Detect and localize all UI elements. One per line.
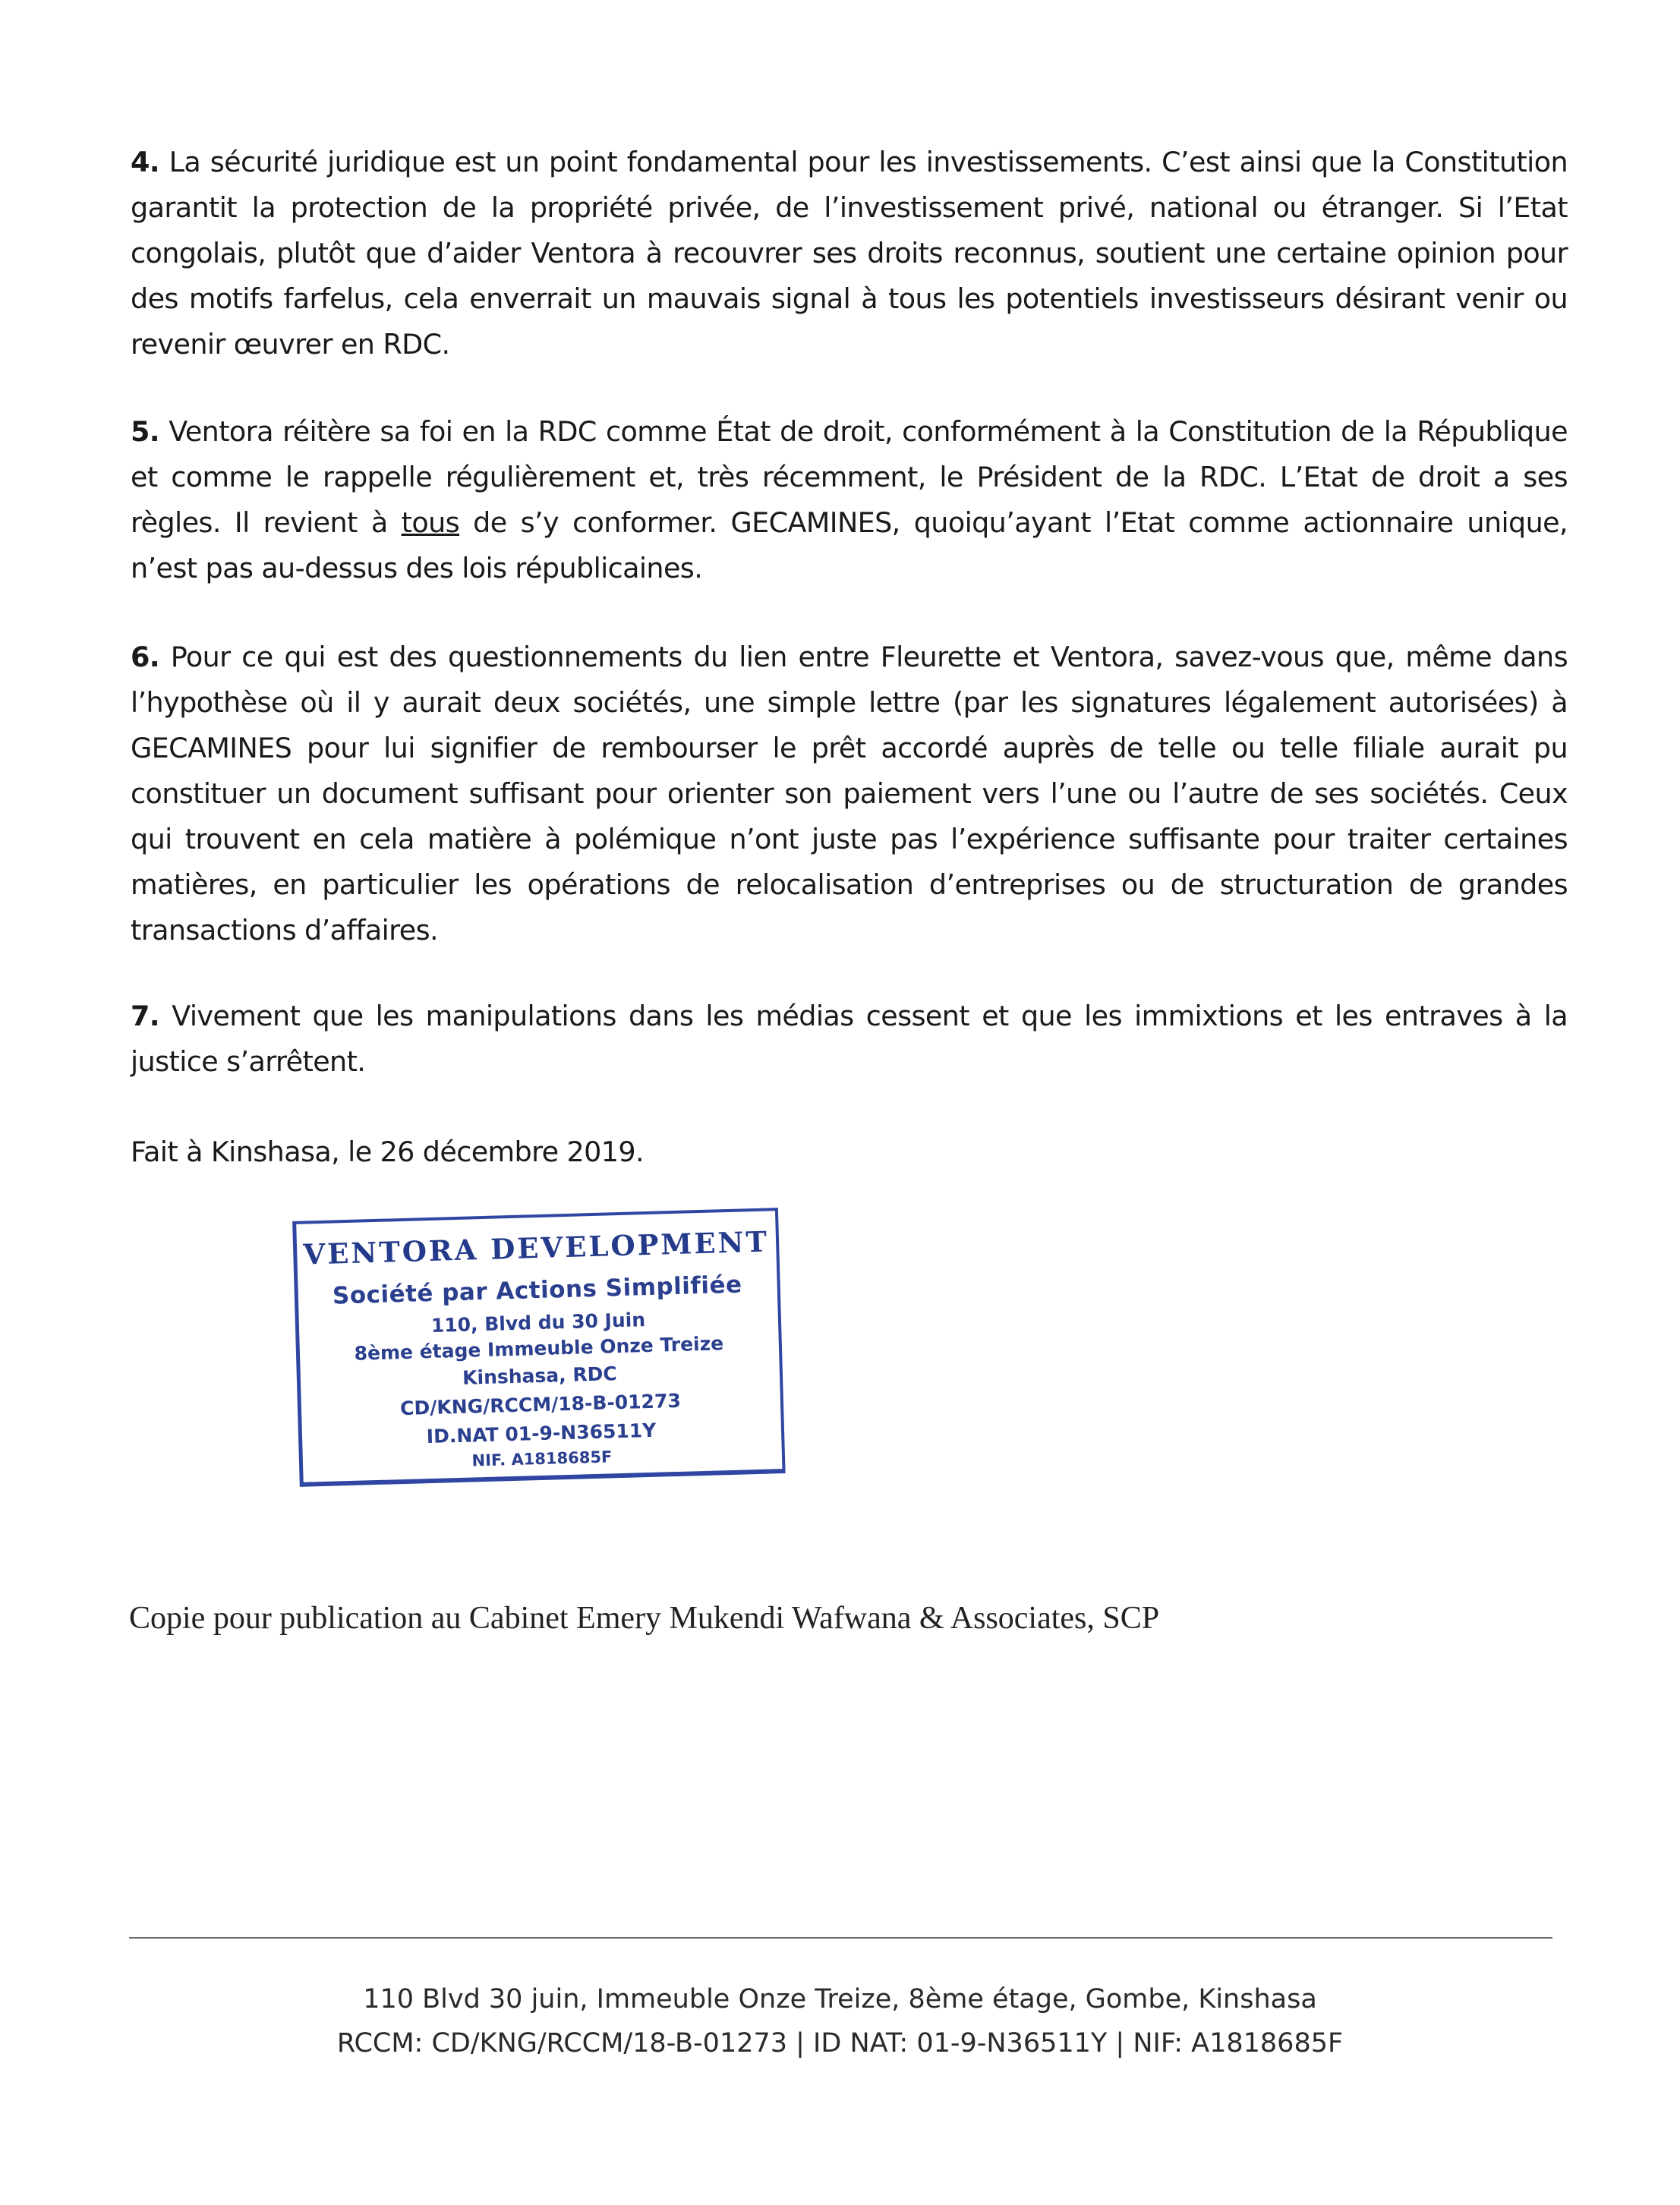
- stamp-company-name: VENTORA DEVELOPMENT: [302, 1224, 770, 1271]
- paragraph-text: de s’y conformer. GECAMINES, quoiqu’ayant l’Etat comme actionnaire unique, n’est pas au-dessus des lois républicaines.: [131, 506, 1568, 584]
- footer-identifiers: RCCM: CD/KNG/RCCM/18-B-01273 | ID NAT: 01-9-N36511Y | NIF: A1818685F: [336, 2028, 1344, 2059]
- publication-copy-note: Copie pour publication au Cabinet Emery Mukendi Wafwana & Associates, SCP: [129, 1601, 1160, 1636]
- stamp-city: Kinshasa, RDC: [462, 1362, 618, 1389]
- stamp-legal-form: Société par Actions Simplifiée: [332, 1271, 743, 1310]
- paragraph-text: Pour ce qui est des questionnements du lien entre Fleurette et Ventora, savez-vous que, même dans l’hypothèse où il y aurait deux sociétés, une simple lettre (par les signatures légalement autorisées) à GECAMINES pour lui signifier de rembourser le prêt accordé auprès de telle ou telle filiale aurait pu constituer un document suffisant pour orienter son paiement vers l’une ou l’autre de ses sociétés. Ceux qui trouvent en cela matière à polémique n’ont juste pas l’expérience suffisante pour traiter certaines matières, en particulier les opérations de relocalisation d’entreprises ou de structuration de grandes transactions d’affaires.: [131, 641, 1568, 947]
- paragraph-text: Ventora réitère sa foi en la RDC comme État de droit, conformément à la Constitution de la République et comme le rappelle régulièrement et, très récemment, le Président de la RDC. L’Etat de droit a ses règles. Il revient à: [131, 415, 1568, 539]
- paragraph-number: 5.: [131, 415, 160, 448]
- stamp-rccm: CD/KNG/RCCM/18-B-01273: [399, 1389, 682, 1420]
- stamp-nif: NIF. A1818685F: [471, 1447, 613, 1470]
- signoff-date: Fait à Kinshasa, le 26 décembre 2019.: [131, 1136, 645, 1168]
- stamp-floor: 8ème étage Immeuble Onze Treize: [354, 1332, 724, 1365]
- paragraph-text: Vivement que les manipulations dans les médias cessent et que les immixtions et les entraves à la justice s’arrêtent.: [131, 1000, 1568, 1078]
- paragraph-6: [131, 635, 1568, 953]
- paragraph-5: [131, 409, 1568, 591]
- underlined-word: tous: [401, 506, 460, 539]
- paragraph-number: 7.: [131, 1000, 160, 1032]
- company-stamp: [292, 1208, 786, 1495]
- footer-address: 110 Blvd 30 juin, Immeuble Onze Treize, 8ème étage, Gombe, Kinshasa: [363, 1984, 1317, 2014]
- paragraph-text: La sécurité juridique est un point fondamental pour les investissements. C’est ainsi que la Constitution garantit la protection de la propriété privée, de l’investissement privé, national ou étranger. Si l’Etat congolais, plutôt que d’aider Ventora à recouvrer ses droits reconnus, soutient une certaine opinion pour des motifs farfelus, cela enverrait un mauvais signal à tous les potentiels investisseurs désirant venir ou revenir œuvrer en RDC.: [131, 146, 1568, 361]
- stamp-address: 110, Blvd du 30 Juin: [430, 1309, 646, 1337]
- paragraph-4: [131, 140, 1568, 367]
- footer-divider: [129, 1937, 1552, 1939]
- paragraph-number: 4.: [131, 146, 160, 178]
- paragraph-7: [131, 994, 1568, 1085]
- paragraph-number: 6.: [131, 641, 160, 673]
- stamp-id-nat: ID.NAT 01-9-N36511Y: [426, 1419, 657, 1448]
